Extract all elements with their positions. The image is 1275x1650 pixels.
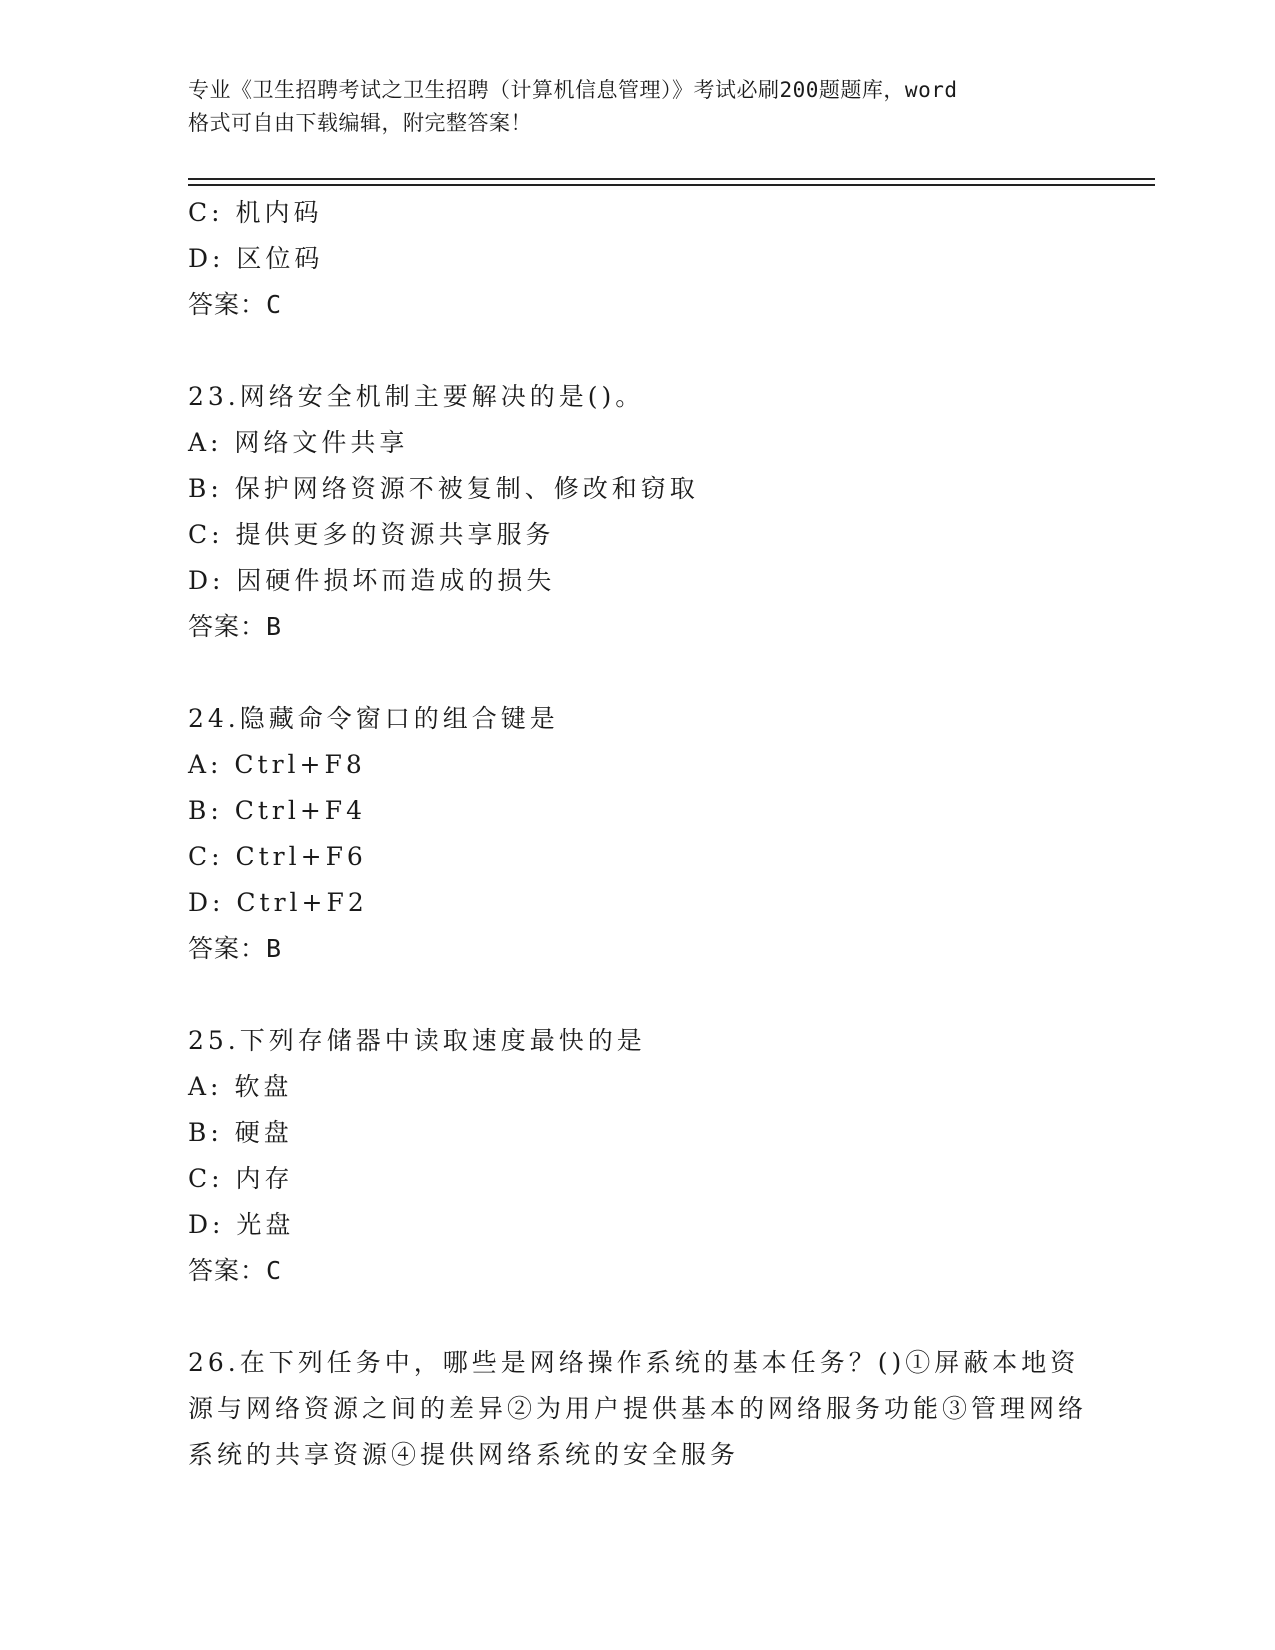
- option-b: B: 保护网络资源不被复制、修改和窃取: [188, 474, 699, 503]
- question-stem: 23.网络安全机制主要解决的是()。: [188, 382, 645, 411]
- question-24: [188, 696, 1088, 972]
- question-stem: 24.隐藏命令窗口的组合键是: [188, 704, 559, 733]
- question-22-tail: [188, 190, 1088, 328]
- header-divider-top: [188, 178, 1155, 180]
- question-stem: 25.下列存储器中读取速度最快的是: [188, 1026, 646, 1055]
- option-d: D: Ctrl+F2: [188, 888, 368, 917]
- spacer: [188, 650, 1088, 696]
- header-divider-bottom: [188, 184, 1155, 186]
- option-b: B: 硬盘: [188, 1118, 293, 1147]
- option-a: A: 软盘: [188, 1072, 293, 1101]
- option-b: B: Ctrl+F4: [188, 796, 367, 825]
- document-header: [188, 74, 1088, 140]
- answer-line: 答案：C: [188, 1256, 283, 1285]
- spacer: [188, 972, 1088, 1018]
- header-line-1: 专业《卫生招聘考试之卫生招聘（计算机信息管理）》考试必刷200题题库，word: [188, 78, 958, 102]
- question-26: [188, 1340, 1088, 1478]
- answer-line: 答案：B: [188, 612, 283, 641]
- option-c: C: 机内码: [188, 198, 323, 227]
- option-d: D: 因硬件损坏而造成的损失: [188, 566, 556, 595]
- answer-line: 答案：B: [188, 934, 283, 963]
- spacer: [188, 328, 1088, 374]
- question-23: [188, 374, 1088, 650]
- option-c: C: 提供更多的资源共享服务: [188, 520, 555, 549]
- option-d: D: 光盘: [188, 1210, 295, 1239]
- spacer: [188, 1294, 1088, 1340]
- answer-line: 答案：C: [188, 290, 283, 319]
- option-a: A: 网络文件共享: [188, 428, 409, 457]
- question-25: [188, 1018, 1088, 1294]
- header-line-2: 格式可自由下载编辑，附完整答案！: [188, 111, 532, 135]
- question-list: [188, 190, 1088, 1478]
- option-d: D: 区位码: [188, 244, 324, 273]
- option-c: C: Ctrl+F6: [188, 842, 367, 871]
- question-stem: 26.在下列任务中，哪些是网络操作系统的基本任务？()①屏蔽本地资源与网络资源之间的差异②为用户提供基本的网络服务功能③管理网络系统的共享资源④提供网络系统的安全服务: [188, 1348, 1088, 1469]
- option-c: C: 内存: [188, 1164, 294, 1193]
- option-a: A: Ctrl+F8: [188, 750, 366, 779]
